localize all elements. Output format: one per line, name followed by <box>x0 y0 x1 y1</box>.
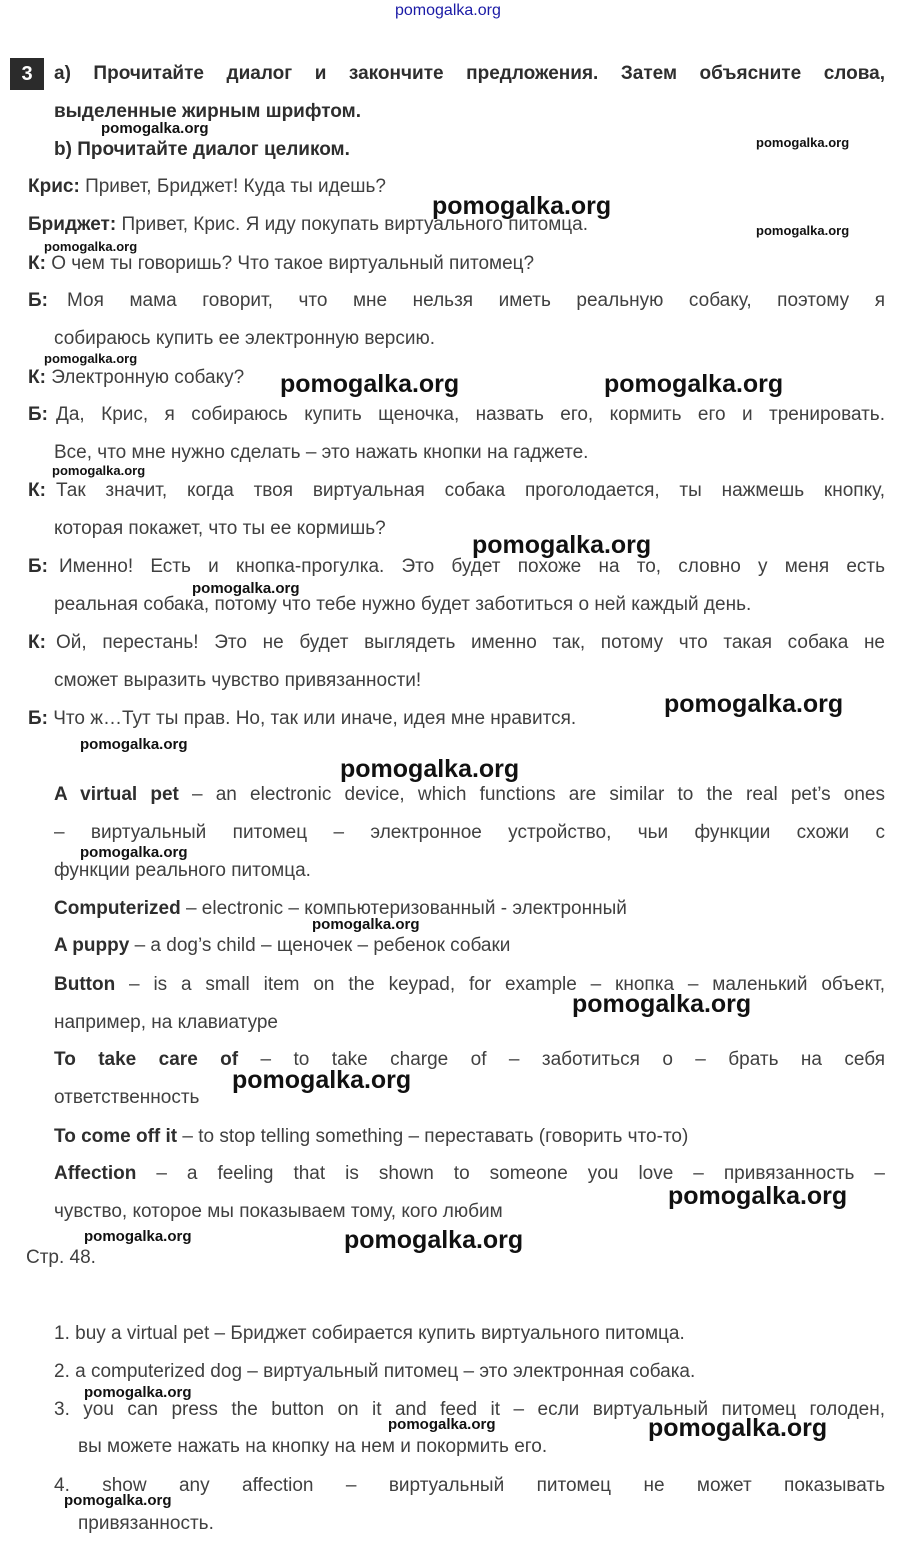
glossary-term: A virtual pet <box>54 784 179 805</box>
dialog-text: Что ж…Тут ты прав. Но, так или иначе, идея мне нравится. <box>53 708 577 729</box>
answer-line: 4. show any affection – виртуальный питомец не может показывать <box>54 1475 885 1496</box>
watermark: pomogalka.org <box>312 916 420 933</box>
speaker-label: Б: <box>28 708 48 729</box>
watermark: pomogalka.org <box>80 844 188 861</box>
dialog-text: Привет, Крис. Я иду покупать виртуального питомца. <box>121 214 589 235</box>
dialog-text: Да, Крис, я собираюсь купить щеночка, назвать его, кормить его и тренировать. <box>56 404 885 425</box>
dialog-line <box>28 290 53 312</box>
speaker-label: Бриджет: <box>28 214 117 235</box>
watermark: pomogalka.org <box>648 1414 828 1442</box>
dialog-text: Привет, Бриджет! Куда ты идешь? <box>85 176 386 197</box>
watermark: pomogalka.org <box>572 990 752 1018</box>
watermark: pomogalka.org <box>44 239 138 254</box>
answer-line: 3. you can press the button on it and feed it – если виртуальный питомец голоден, <box>54 1399 885 1420</box>
watermark: pomogalka.org <box>756 223 850 238</box>
dialog-line <box>28 176 386 198</box>
dialog-text: Все, что мне нужно сделать – это нажать кнопки на гаджете. <box>54 442 589 463</box>
glossary-term: Computerized <box>54 898 181 919</box>
watermark: pomogalka.org <box>344 1226 524 1254</box>
glossary-term: To take care of <box>54 1049 239 1070</box>
watermark: pomogalka.org <box>604 370 784 398</box>
glossary-definition: чувство, которое мы показываем тому, кого любим <box>54 1201 503 1222</box>
glossary-definition: – a dog’s child – щеночек – ребенок собаки <box>129 935 511 956</box>
task-b: b) Прочитайте диалог целиком. <box>54 139 350 160</box>
glossary-definition: например, на клавиатуре <box>54 1012 278 1033</box>
dialog-line <box>28 480 46 502</box>
dialog-text: Электронную собаку? <box>51 367 245 388</box>
speaker-label: К: <box>28 253 46 274</box>
glossary-entry <box>54 974 885 996</box>
glossary-definition: – виртуальный питомец – электронное устройство, чьи функции схожи с <box>54 822 885 843</box>
dialog-text: Именно! Есть и кнопка-прогулка. Это будет похоже на то, словно у меня есть <box>59 556 885 577</box>
watermark: pomogalka.org <box>52 463 146 478</box>
watermark: pomogalka.org <box>280 370 460 398</box>
watermark: pomogalka.org <box>44 351 138 366</box>
answer-line: 1. buy a virtual pet – Бриджет собирается купить виртуального питомца. <box>54 1323 685 1344</box>
watermark: pomogalka.org <box>388 1416 496 1433</box>
exercise-number-badge: 3 <box>10 58 44 90</box>
glossary-definition: – to take charge of – заботиться о – брать на себя <box>238 1049 885 1070</box>
watermark: pomogalka.org <box>668 1182 848 1210</box>
task-a-line1: a) Прочитайте диалог и закончите предложения. Затем объясните слова, <box>54 63 885 84</box>
glossary-definition: – to stop telling something – переставать (говорить что-то) <box>177 1126 689 1147</box>
watermark: pomogalka.org <box>101 120 209 137</box>
speaker-label: К: <box>28 367 46 388</box>
glossary-definition: функции реального питомца. <box>54 860 311 881</box>
dialog-text: сможет выразить чувство привязанности! <box>54 670 422 691</box>
glossary-term: A puppy <box>54 935 130 956</box>
dialog-line <box>28 632 46 654</box>
speaker-label: Б: <box>28 290 48 311</box>
dialog-line <box>28 253 534 275</box>
glossary-term: To come off it <box>54 1126 178 1147</box>
answer-line: вы можете нажать на кнопку на нем и покормить его. <box>78 1436 548 1457</box>
glossary-definition: – electronic – компьютеризованный - электронный <box>180 898 627 919</box>
speaker-label: Крис: <box>28 176 80 197</box>
speaker-label: К: <box>28 480 46 501</box>
answer-line: 2. a computerized dog – виртуальный питомец – это электронная собака. <box>54 1361 696 1382</box>
glossary-entry <box>54 784 885 806</box>
dialog-text: Ой, перестань! Это не будет выглядеть именно так, потому что такая собака не <box>56 632 885 653</box>
watermark: pomogalka.org <box>664 690 844 718</box>
watermark: pomogalka.org <box>232 1066 412 1094</box>
dialog-text: реальная собака, потому что тебе нужно будет заботиться о ней каждый день. <box>54 594 752 615</box>
watermark: pomogalka.org <box>756 135 850 150</box>
glossary-entry <box>54 1049 885 1071</box>
watermark: pomogalka.org <box>340 755 520 783</box>
top-watermark: pomogalka.org <box>395 2 501 19</box>
dialog-text: собираюсь купить ее электронную версию. <box>54 328 436 349</box>
speaker-label: Б: <box>28 556 48 577</box>
dialog-text: Моя мама говорит, что мне нельзя иметь реальную собаку, поэтому я <box>67 290 885 311</box>
glossary-definition: – an electronic device, which functions are similar to the real pet’s ones <box>178 784 886 805</box>
glossary-term: Button <box>54 974 116 995</box>
dialog-text: О чем ты говоришь? Что такое виртуальный питомец? <box>51 253 535 274</box>
dialog-text: Так значит, когда твоя виртуальная собака проголодается, ты нажмешь кнопку, <box>56 480 885 501</box>
dialog-line <box>28 404 48 426</box>
watermark: pomogalka.org <box>80 736 188 753</box>
glossary-definition: – is a small item on the keypad, for example – кнопка – маленький объект, <box>115 974 885 995</box>
watermark: pomogalka.org <box>472 531 652 559</box>
glossary-term: Affection <box>54 1163 137 1184</box>
speaker-label: К: <box>28 632 46 653</box>
speaker-label: Б: <box>28 404 48 425</box>
task-a-line2: выделенные жирным шрифтом. <box>54 101 361 122</box>
glossary-entry <box>54 935 510 957</box>
page-reference: Стр. 48. <box>26 1247 96 1268</box>
dialog-line <box>28 556 48 578</box>
glossary-definition: – a feeling that is shown to someone you love – привязанность – <box>136 1163 885 1184</box>
watermark: pomogalka.org <box>432 192 612 220</box>
dialog-line <box>28 708 576 730</box>
watermark: pomogalka.org <box>192 580 300 597</box>
glossary-definition: ответственность <box>54 1087 200 1108</box>
glossary-entry <box>54 1126 688 1148</box>
dialog-line <box>28 367 244 389</box>
dialog-text: которая покажет, что ты ее кормишь? <box>54 518 386 539</box>
answer-line: привязанность. <box>78 1513 214 1534</box>
watermark: pomogalka.org <box>84 1228 192 1245</box>
watermark: pomogalka.org <box>64 1492 172 1509</box>
watermark: pomogalka.org <box>84 1384 192 1401</box>
